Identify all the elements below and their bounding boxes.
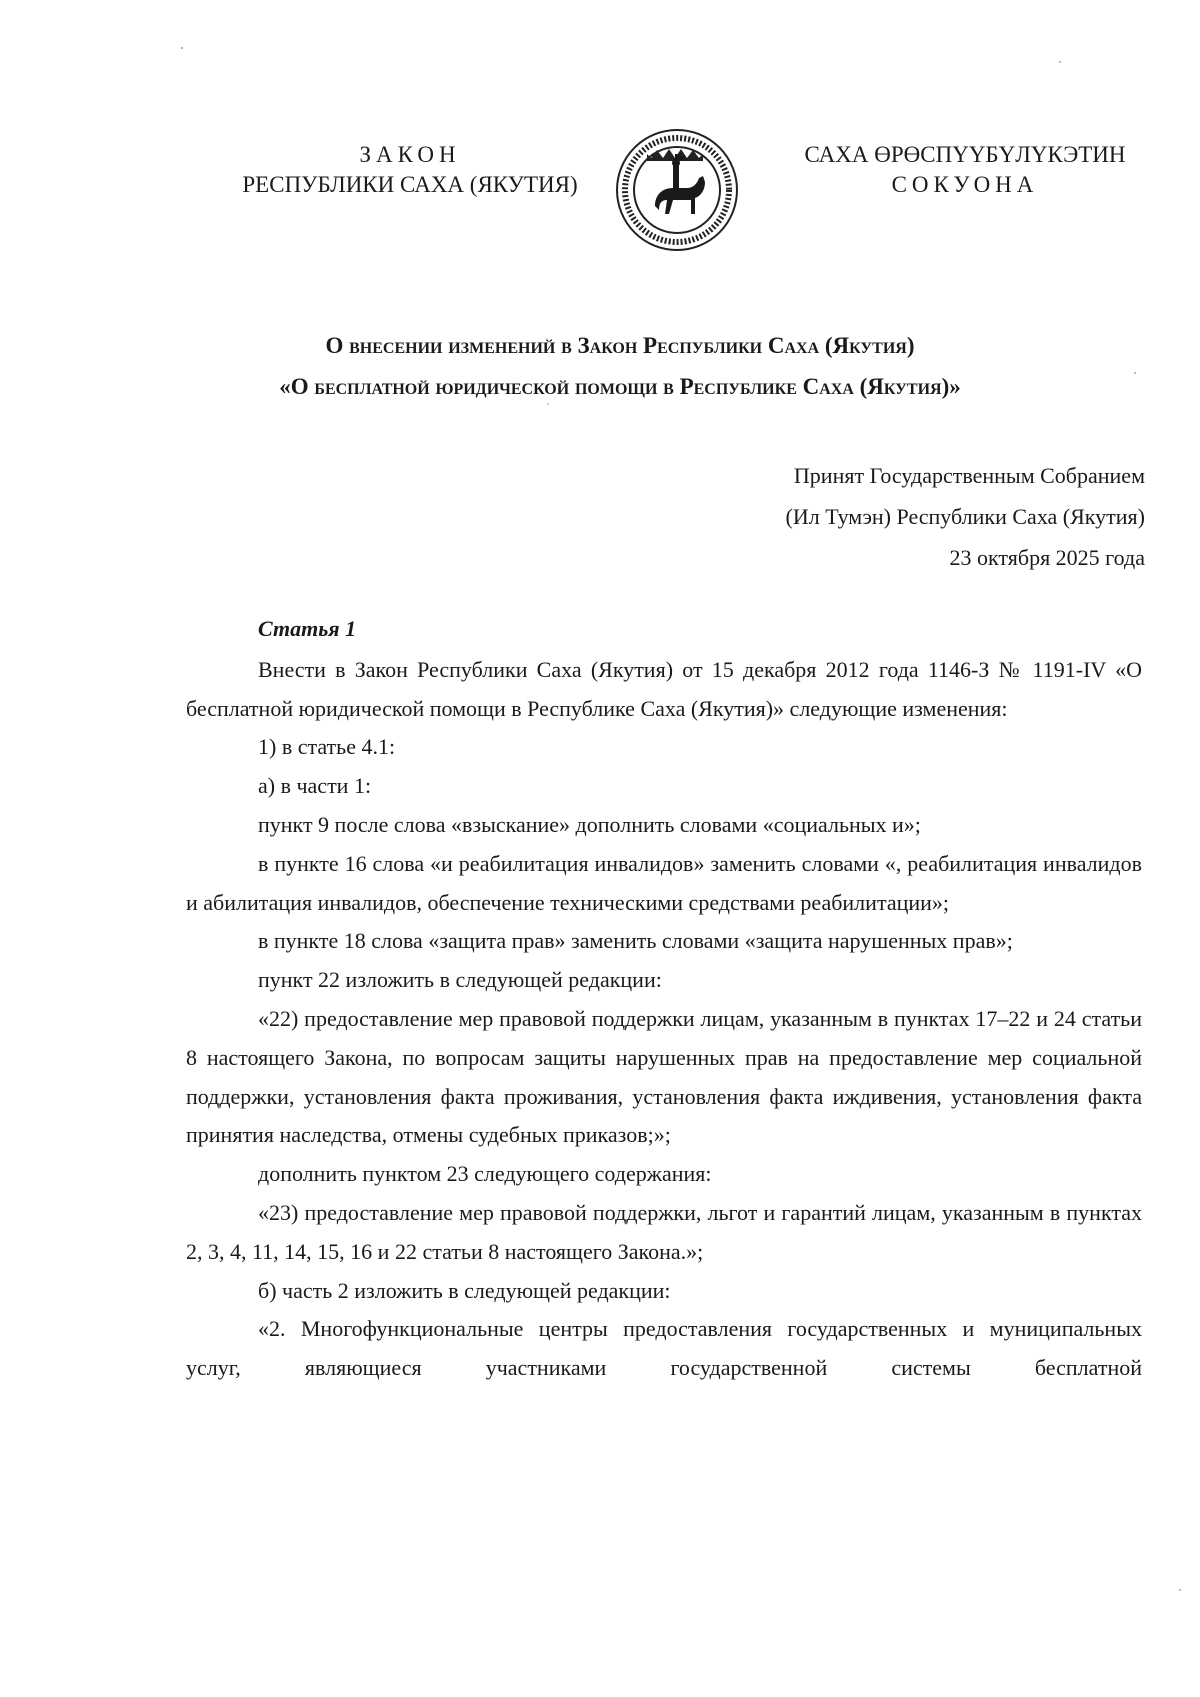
republic-name-sakha: САХА ӨРӨСПҮҮБҮЛҮКЭТИН: [804, 142, 1126, 167]
law-header-sakha: [775, 140, 1155, 200]
article-paragraph: б) часть 2 изложить в следующей редакции:: [258, 1277, 671, 1303]
article-body: [186, 610, 1142, 1388]
sakha-coat-of-arms-icon: [615, 128, 739, 252]
article-paragraph: дополнить пунктом 23 следующего содержания:: [258, 1161, 712, 1187]
republic-name-ru: РЕСПУБЛИКИ САХА (ЯКУТИЯ): [242, 172, 578, 197]
adoption-line-1: Принят Государственным Собранием: [793, 463, 1145, 488]
document-title: [150, 325, 1090, 407]
law-label-ru: ЗАКОН: [359, 142, 461, 167]
law-header-russian: [170, 140, 650, 200]
article-heading: Статья 1: [258, 616, 357, 641]
article-paragraph: «23) предоставление мер правовой поддержки, льгот и гарантий лицам, указанным в пунктах 2, 3, 4, 11, 14, 15, 16 и 22 статьи 8 настоящего Закона.»;: [186, 1199, 1142, 1264]
law-label-sakha: СОКУОНА: [891, 172, 1039, 197]
article-paragraph: Внести в Закон Республики Саха (Якутия) от 15 декабря 2012 года 1146-З № 1191-IV «О бесплатной юридической помощи в Республике Саха (Якутия)» следующие изменения:: [186, 656, 1142, 721]
article-paragraph: а) в части 1:: [258, 773, 372, 799]
article-paragraph: 1) в статье 4.1:: [258, 734, 396, 760]
article-paragraph: в пункте 16 слова «и реабилитация инвалидов» заменить словами «, реабилитация инвалидов и абилитация инвалидов, обеспечение техническими средствами реабилитации»;: [186, 850, 1142, 915]
title-line-1: О внесении изменений в Закон Республики Саха (Якутия): [325, 333, 915, 358]
adoption-date: 23 октября 2025 года: [949, 545, 1145, 570]
article-paragraph: «2. Многофункциональные центры предоставления государственных и муниципальных услуг, являющиеся участниками государственной системы бесплатной: [186, 1316, 1142, 1381]
article-paragraph: в пункте 18 слова «защита прав» заменить словами «защита нарушенных прав»;: [258, 928, 1013, 954]
adoption-line-2: (Ил Тумэн) Республики Саха (Якутия): [785, 504, 1145, 529]
article-paragraph: «22) предоставление мер правовой поддержки лицам, указанным в пунктах 17–22 и 24 статьи 8 настоящего Закона, по вопросам защиты нарушенных прав на предоставление мер социальной поддержки, установления факта проживания, установления факта иждивения, установления факта принятия наследства, отмены судебных приказов;»;: [186, 1005, 1142, 1148]
article-paragraph: пункт 22 изложить в следующей редакции:: [258, 967, 662, 993]
article-paragraph: пункт 9 после слова «взыскание» дополнить словами «социальных и»;: [258, 811, 921, 837]
title-line-2: «О бесплатной юридической помощи в Республике Саха (Якутия)»: [279, 374, 961, 399]
adoption-notice: [600, 455, 1145, 578]
